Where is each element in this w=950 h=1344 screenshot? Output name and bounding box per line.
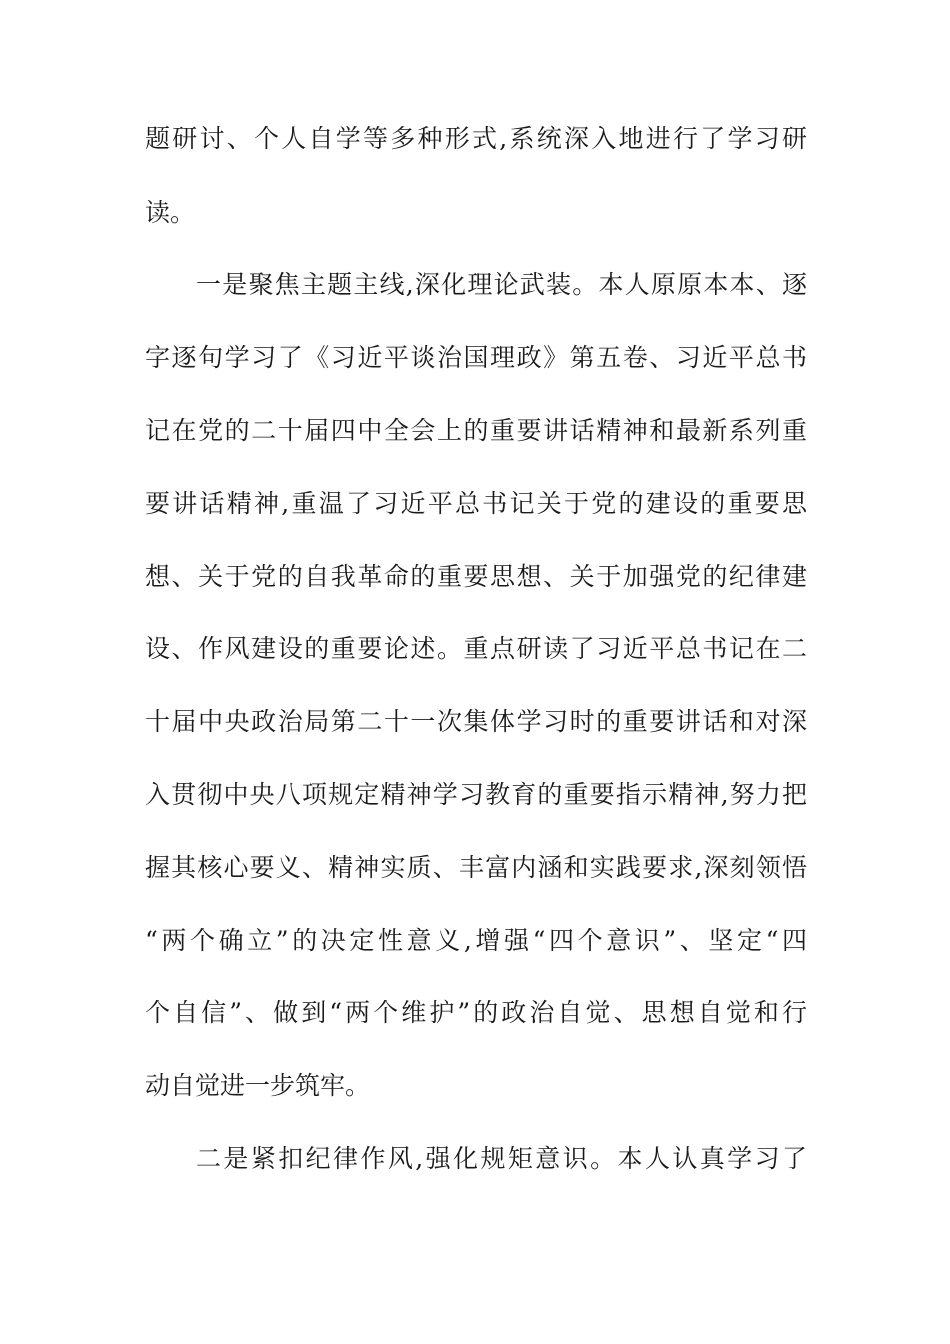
text-line: 设、作风建设的重要论述。重点研读了习近平总书记在二 — [145, 634, 807, 663]
paragraph-1-first-line: 一是聚焦主题主线,深化理论武装。本人原原本本、逐 — [196, 270, 807, 299]
text-line: 要讲话精神,重温了习近平总书记关于党的建设的重要思 — [145, 489, 807, 518]
text-line: 读。 — [145, 198, 196, 227]
text-line: 十届中央政治局第二十一次集体学习时的重要讲话和对深 — [145, 707, 807, 736]
text-line: “两个确立”的决定性意义,增强“四个意识”、坚定“四 — [145, 926, 807, 955]
text-line: 题研讨、个人自学等多种形式,系统深入地进行了学习研 — [145, 124, 807, 153]
paragraph-2-first-line: 二是紧扣纪律作风,强化规矩意识。本人认真学习了 — [196, 1144, 807, 1173]
text-line: 个自信”、做到“两个维护”的政治自觉、思想自觉和行 — [145, 998, 807, 1027]
text-line: 握其核心要义、精神实质、丰富内涵和实践要求,深刻领悟 — [145, 853, 807, 882]
text-line: 想、关于党的自我革命的重要思想、关于加强党的纪律建 — [145, 562, 807, 591]
text-line: 入贯彻中央八项规定精神学习教育的重要指示精神,努力把 — [145, 780, 807, 809]
text-line: 字逐句学习了《习近平谈治国理政》第五卷、习近平总书 — [145, 343, 807, 372]
text-line: 动自觉进一步筑牢。 — [145, 1071, 371, 1100]
text-line: 记在党的二十届四中全会上的重要讲话精神和最新系列重 — [145, 416, 807, 445]
